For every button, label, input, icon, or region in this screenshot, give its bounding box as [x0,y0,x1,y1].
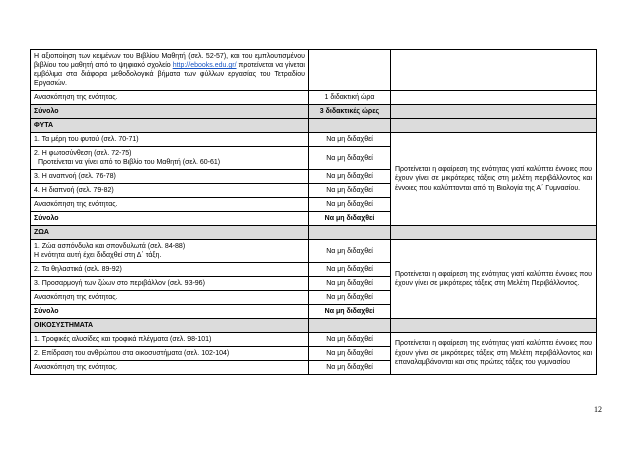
topic-label: 3. Προσαρμογή των ζώων στο περιβάλλον (σελ. 93-96) [31,277,309,291]
intro-text: Η αξιοποίηση των κειμένων του Βιβλίου Μαθητή (σελ. 52-57), και του εμπλουτισμένου βιβλίου του μαθητή από το ψηφιακό σχολείο http://ebooks.edu.gr/ προτείνεται να γίνεται εμβόλιμα στα διάφορα μεθοδολογικά βήματα των φύλλων εργασίας του Τετραδίου Εργασιών. [31,50,309,91]
review-label: Ανασκόπηση της ενότητας. [31,91,309,105]
total-row [31,105,597,119]
topic-note: Η ενότητα αυτή έχει διδαχθεί στη Δ΄ τάξη. [34,252,162,259]
total-label: Σύνολο [31,105,309,119]
section-remark: Προτείνεται η αφαίρεση της ενότητας γιατί καλύπτει έννοιες που έχουν γίνει σε μικρότερες τάξεις στη Μελέτη περιβάλλοντος και επαναλαμβάνονται και στις πρώτες τάξεις του γυμνασίου [391,333,597,375]
intro-row [31,50,597,91]
topic-row [31,133,597,147]
total-hours: 3 διδακτικές ώρες [309,105,391,119]
review-hours: 1 διδακτική ώρα [309,91,391,105]
topic-status: Να μη διδαχθεί [309,277,391,291]
topic-status: Να μη διδαχθεί [309,305,391,319]
curriculum-table [30,49,597,375]
review-row [31,91,597,105]
section-remark: Προτείνεται η αφαίρεση της ενότητας γιατί καλύπτει έννοιες που έχουν γίνει σε μικρότερες τάξεις στη μελέτη περιβάλλοντος και έννοιες που καλύπτονται από τη Βιολογία της Α΄ Γυμνασίου. [391,133,597,226]
topic-row [31,333,597,347]
topic-status: Να μη διδαχθεί [309,147,391,170]
ebooks-link[interactable]: http://ebooks.edu.gr/ [172,62,237,69]
topic-note: Προτείνεται να γίνει από το Βιβλίο του Μαθητή (σελ. 60-61) [38,159,221,166]
section-remark: Προτείνεται η αφαίρεση της ενότητας γιατί καλύπτει έννοιες που έχουν γίνει σε μικρότερες τάξεις στη Μελέτη Περιβάλλοντος. [391,240,597,319]
topic-status: Να μη διδαχθεί [309,361,391,375]
topic-status: Να μη διδαχθεί [309,263,391,277]
topic-label: Σύνολο [31,212,309,226]
topic-label: 2. Επίδραση του ανθρώπου στα οικοσυστήματα (σελ. 102-104) [31,347,309,361]
topic-status: Να μη διδαχθεί [309,184,391,198]
topic-label: Ανασκόπηση της ενότητας. [31,361,309,375]
topic-status: Να μη διδαχθεί [309,212,391,226]
topic-label: 3. Η αναπνοή (σελ. 76-78) [31,170,309,184]
section-header-row [31,119,597,133]
section-header-row [31,319,597,333]
section-title: ΟΙΚΟΣΥΣΤΗΜΑΤΑ [31,319,309,333]
topic-label: 2. Η φωτοσύνθεση (σελ. 72-75) Προτείνεται να γίνει από το Βιβλίο του Μαθητή (σελ. 60-61) [31,147,309,170]
topic-label: 1. Τροφικές αλυσίδες και τροφικά πλέγματα (σελ. 98-101) [31,333,309,347]
section-title: ΦΥΤΑ [31,119,309,133]
topic-status: Να μη διδαχθεί [309,240,391,263]
topic-status: Να μη διδαχθεί [309,198,391,212]
topic-label: Ανασκόπηση της ενότητας. [31,198,309,212]
page-number: 12 [594,405,602,414]
topic-status: Να μη διδαχθεί [309,133,391,147]
topic-label: Σύνολο [31,305,309,319]
topic-row [31,240,597,263]
topic-status: Να μη διδαχθεί [309,170,391,184]
topic-status: Να μη διδαχθεί [309,347,391,361]
topic-label: 1. Ζώα ασπόνδυλα και σπονδυλωτά (σελ. 84-88) Η ενότητα αυτή έχει διδαχθεί στη Δ΄ τάξη. [31,240,309,263]
topic-label: 1. Τα μέρη του φυτού (σελ. 70-71) [31,133,309,147]
topic-label: 4. Η διαπνοή (σελ. 79-82) [31,184,309,198]
section-title: ΖΩΑ [31,226,309,240]
topic-status: Να μη διδαχθεί [309,333,391,347]
topic-status: Να μη διδαχθεί [309,291,391,305]
topic-label: Ανασκόπηση της ενότητας. [31,291,309,305]
topic-label: 2. Τα θηλαστικά (σελ. 89-92) [31,263,309,277]
section-header-row [31,226,597,240]
